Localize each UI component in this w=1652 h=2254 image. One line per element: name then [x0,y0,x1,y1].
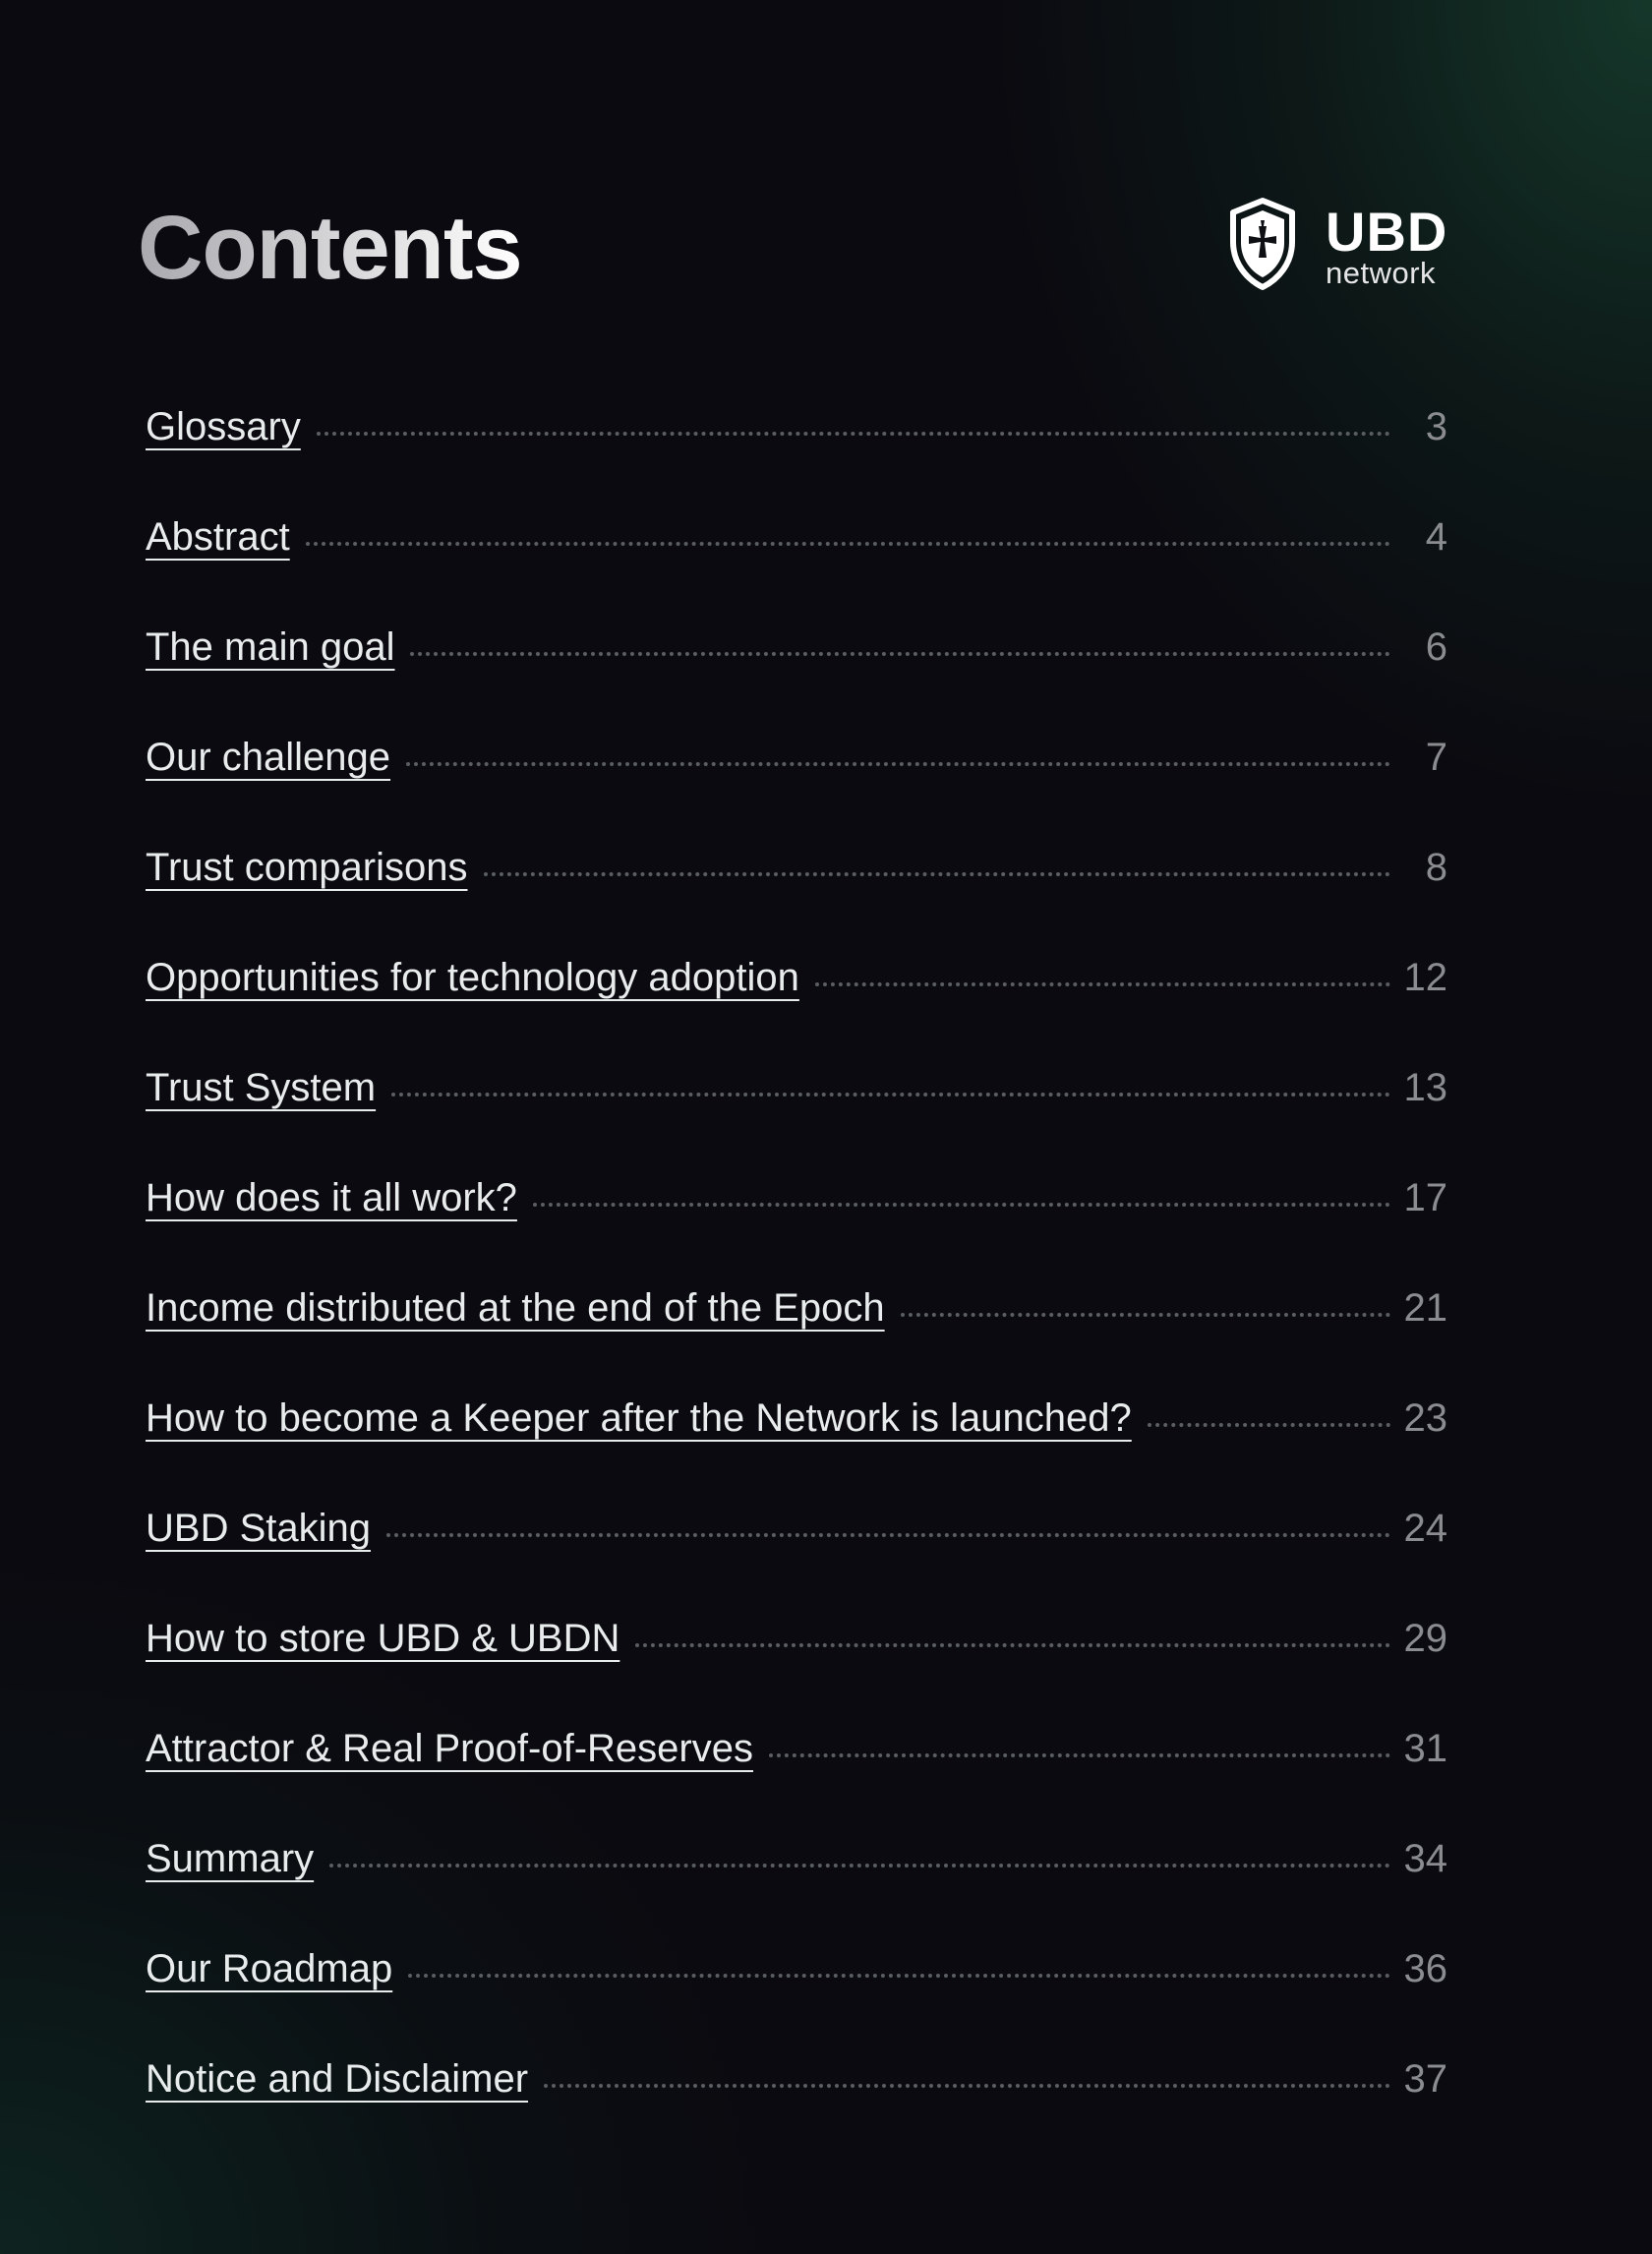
toc-entry-page-number: 12 [1403,956,1447,999]
dotted-leader [408,1974,1389,1978]
toc-entry-label[interactable]: Glossary [146,405,301,448]
toc-entry-label[interactable]: Abstract [146,515,290,559]
toc-entry-page-number: 3 [1425,405,1447,448]
toc-entry-label[interactable]: UBD Staking [146,1507,371,1550]
page-title: Contents [138,198,522,298]
toc-entry-summary[interactable] [146,1837,1447,1947]
ubd-network-logo [1227,197,1449,291]
toc-entry-abstract[interactable] [146,515,1447,625]
dotted-leader [1148,1423,1390,1427]
toc-entry-label[interactable]: Trust System [146,1066,377,1109]
toc-entry-page-number: 21 [1403,1286,1447,1330]
toc-entry-label[interactable]: Our Roadmap [146,1947,393,1990]
toc-entry-how-it-works[interactable] [146,1176,1447,1286]
toc-entry-page-number: 31 [1403,1727,1447,1770]
toc-entry-page-number: 7 [1425,736,1447,779]
toc-entry-label[interactable]: How to store UBD & UBDN [146,1617,620,1660]
toc-entry-trust-system[interactable] [146,1066,1447,1176]
toc-entry-page-number: 37 [1403,2057,1447,2101]
logo-brand-text: UBD [1326,201,1448,263]
dotted-leader [484,872,1391,876]
dotted-leader [406,762,1390,766]
toc-entry-roadmap[interactable] [146,1947,1447,2057]
toc-entry-label[interactable]: The main goal [146,625,395,669]
table-of-contents [146,405,1447,2167]
toc-entry-page-number: 6 [1425,625,1447,669]
dotted-leader [769,1753,1390,1757]
toc-entry-become-keeper[interactable] [146,1396,1447,1507]
toc-entry-opportunities[interactable] [146,956,1447,1066]
toc-entry-how-to-store[interactable] [146,1617,1447,1727]
toc-entry-attractor[interactable] [146,1727,1447,1837]
dotted-leader [533,1203,1390,1207]
toc-entry-glossary[interactable] [146,405,1447,515]
toc-entry-page-number: 29 [1403,1617,1447,1660]
dotted-leader [544,2084,1389,2088]
dotted-leader [815,982,1390,986]
toc-entry-label[interactable]: Income distributed at the end of the Epoch [146,1286,885,1330]
toc-entry-label[interactable]: Notice and Disclaimer [146,2057,529,2101]
toc-entry-our-challenge[interactable] [146,736,1447,846]
toc-entry-page-number: 17 [1403,1176,1447,1219]
dotted-leader [386,1533,1390,1537]
dotted-leader [329,1864,1389,1868]
toc-entry-ubd-staking[interactable] [146,1507,1447,1617]
shield-cross-icon [1227,197,1298,291]
toc-entry-main-goal[interactable] [146,625,1447,736]
toc-entry-page-number: 23 [1403,1396,1447,1440]
dotted-leader [901,1313,1390,1317]
dotted-leader [410,652,1390,656]
dotted-leader [317,432,1390,436]
toc-entry-income-distributed[interactable] [146,1286,1447,1396]
toc-entry-label[interactable]: How does it all work? [146,1176,517,1219]
toc-entry-page-number: 24 [1403,1507,1447,1550]
toc-entry-disclaimer[interactable] [146,2057,1447,2167]
toc-entry-trust-comparisons[interactable] [146,846,1447,956]
toc-entry-page-number: 8 [1425,846,1447,889]
toc-entry-page-number: 36 [1403,1947,1447,1990]
dotted-leader [635,1643,1389,1647]
toc-entry-label[interactable]: Our challenge [146,736,391,779]
toc-entry-page-number: 4 [1425,515,1447,559]
toc-entry-label[interactable]: Summary [146,1837,315,1880]
dotted-leader [306,542,1390,546]
toc-entry-label[interactable]: How to become a Keeper after the Network is launched? [146,1396,1132,1440]
toc-entry-page-number: 34 [1403,1837,1447,1880]
toc-entry-label[interactable]: Attractor & Real Proof-of-Reserves [146,1727,753,1770]
toc-entry-label[interactable]: Opportunities for technology adoption [146,956,799,999]
logo-sub-text: network [1326,256,1437,290]
toc-entry-label[interactable]: Trust comparisons [146,846,468,889]
dotted-leader [391,1093,1389,1097]
toc-entry-page-number: 13 [1403,1066,1447,1109]
